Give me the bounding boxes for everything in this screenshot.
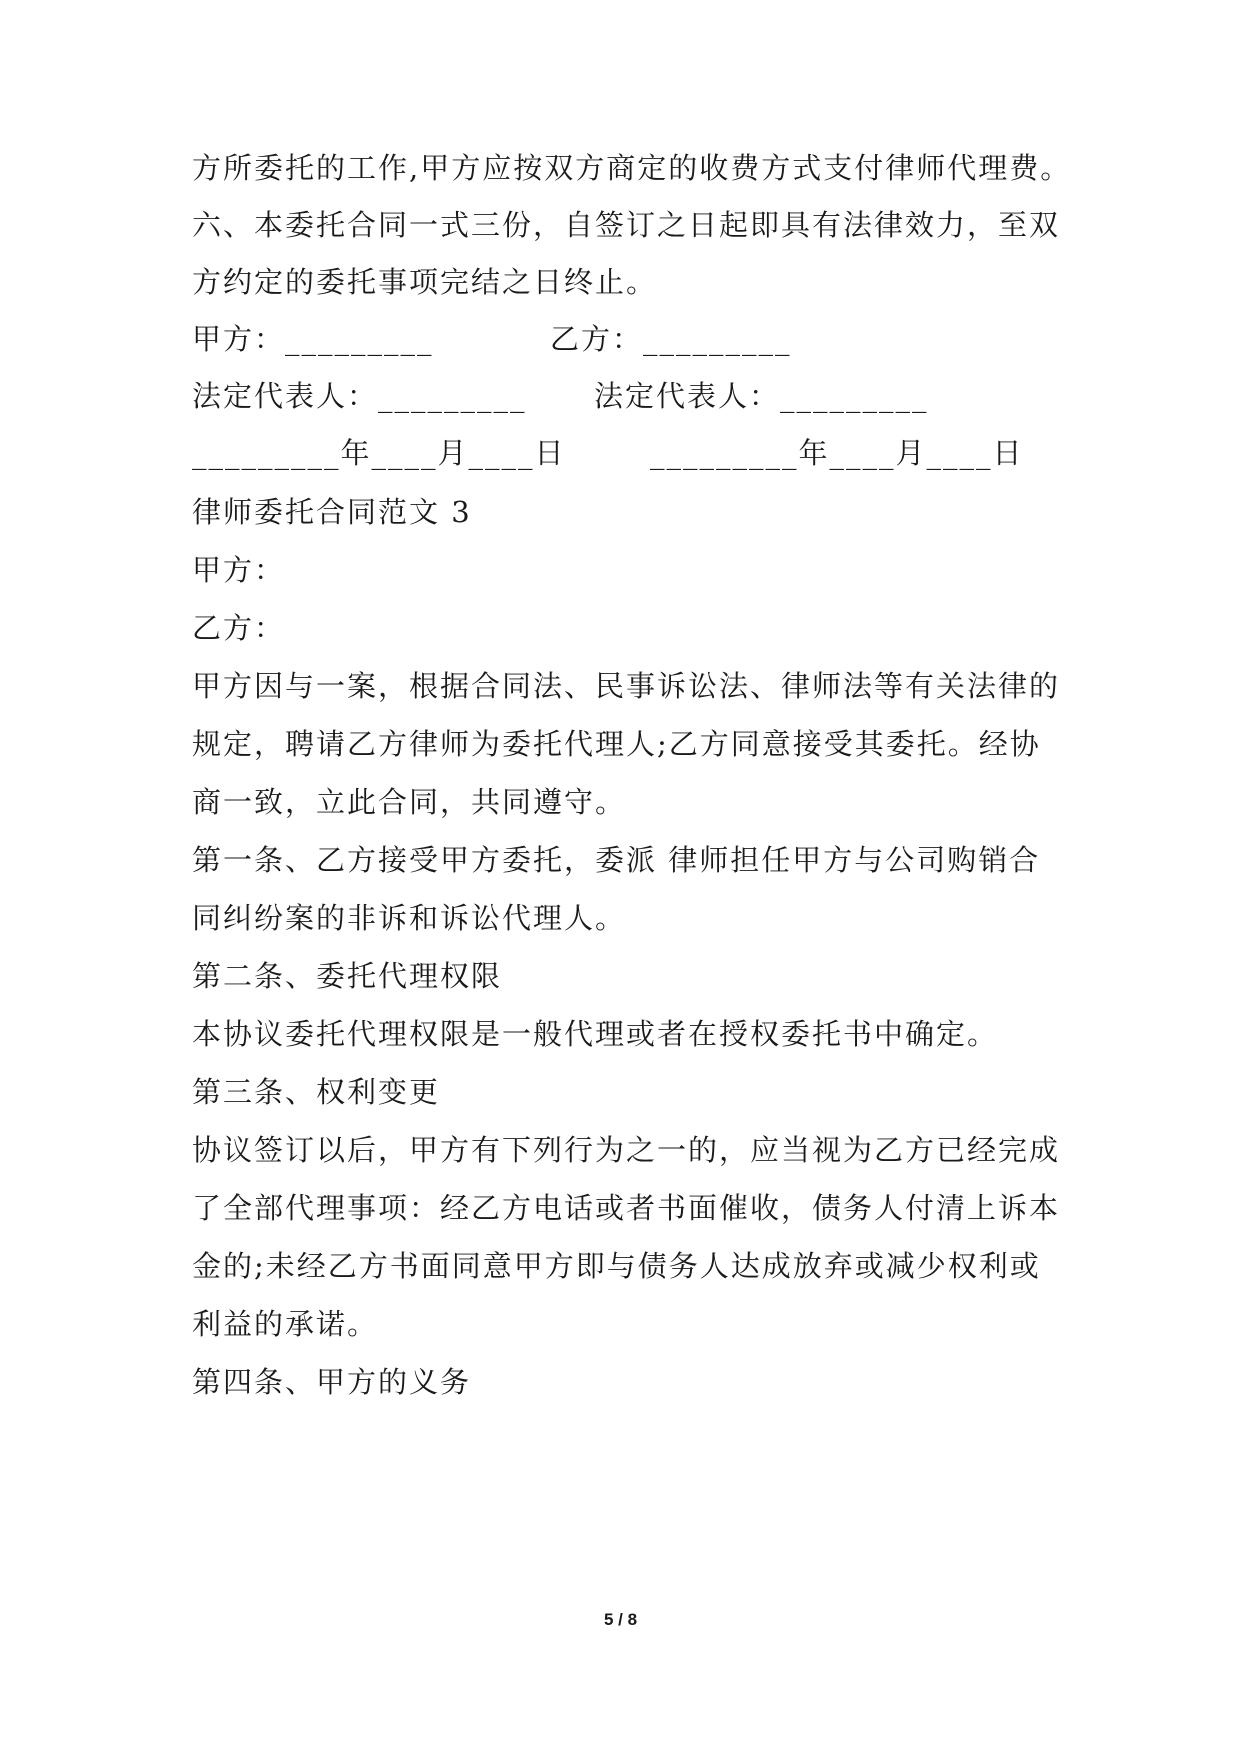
signature-party-a: 甲方：_________ — [192, 322, 434, 356]
paragraph-line: 规定，聘请乙方律师为委托代理人;乙方同意接受其委托。经协 — [192, 727, 1041, 761]
paragraph-line: 方所委托的工作,甲方应按双方商定的收费方式支付律师代理费。 — [192, 151, 1072, 185]
paragraph-line: 第一条、乙方接受甲方委托，委派 律师担任甲方与公司购销合 — [192, 843, 1041, 877]
signature-rep-b: 法定代表人：_________ — [594, 379, 929, 413]
paragraph-line: 同纠纷案的非诉和诉讼代理人。 — [192, 901, 627, 935]
paragraph-line: 了全部代理事项：经乙方电话或者书面催收，债务人付清上诉本 — [192, 1191, 1061, 1225]
clause-heading: 第三条、权利变更 — [192, 1075, 441, 1109]
paragraph-line: 本协议委托代理权限是一般代理或者在授权委托书中确定。 — [192, 1017, 999, 1051]
paragraph-line: 甲方： — [192, 553, 286, 587]
signature-date-b: _________年____月____日 — [650, 436, 1024, 470]
page-number: 5 / 8 — [603, 1610, 638, 1629]
paragraph-line: 商一致，立此合同，共同遵守。 — [192, 785, 627, 819]
paragraph-line: 甲方因与一案，根据合同法、民事诉讼法、律师法等有关法律的 — [192, 669, 1061, 703]
paragraph-line: 六、本委托合同一式三份，自签订之日起即具有法律效力，至双 — [192, 208, 1061, 242]
clause-heading: 第二条、委托代理权限 — [192, 959, 503, 993]
paragraph-line: 方约定的委托事项完结之日终止。 — [192, 265, 658, 299]
signature-party-b: 乙方：_________ — [550, 322, 792, 356]
paragraph-line: 金的;未经乙方书面同意甲方即与债务人达成放弃或减少权利或 — [192, 1249, 1041, 1283]
section-title: 律师委托合同范文 3 — [192, 495, 472, 529]
signature-date-a: _________年____月____日 — [192, 436, 566, 470]
paragraph-line: 利益的承诺。 — [192, 1307, 379, 1341]
clause-heading: 第四条、甲方的义务 — [192, 1365, 472, 1399]
paragraph-line: 协议签订以后，甲方有下列行为之一的，应当视为乙方已经完成 — [192, 1133, 1061, 1167]
signature-rep-a: 法定代表人：_________ — [192, 379, 527, 413]
paragraph-line: 乙方： — [192, 611, 286, 645]
